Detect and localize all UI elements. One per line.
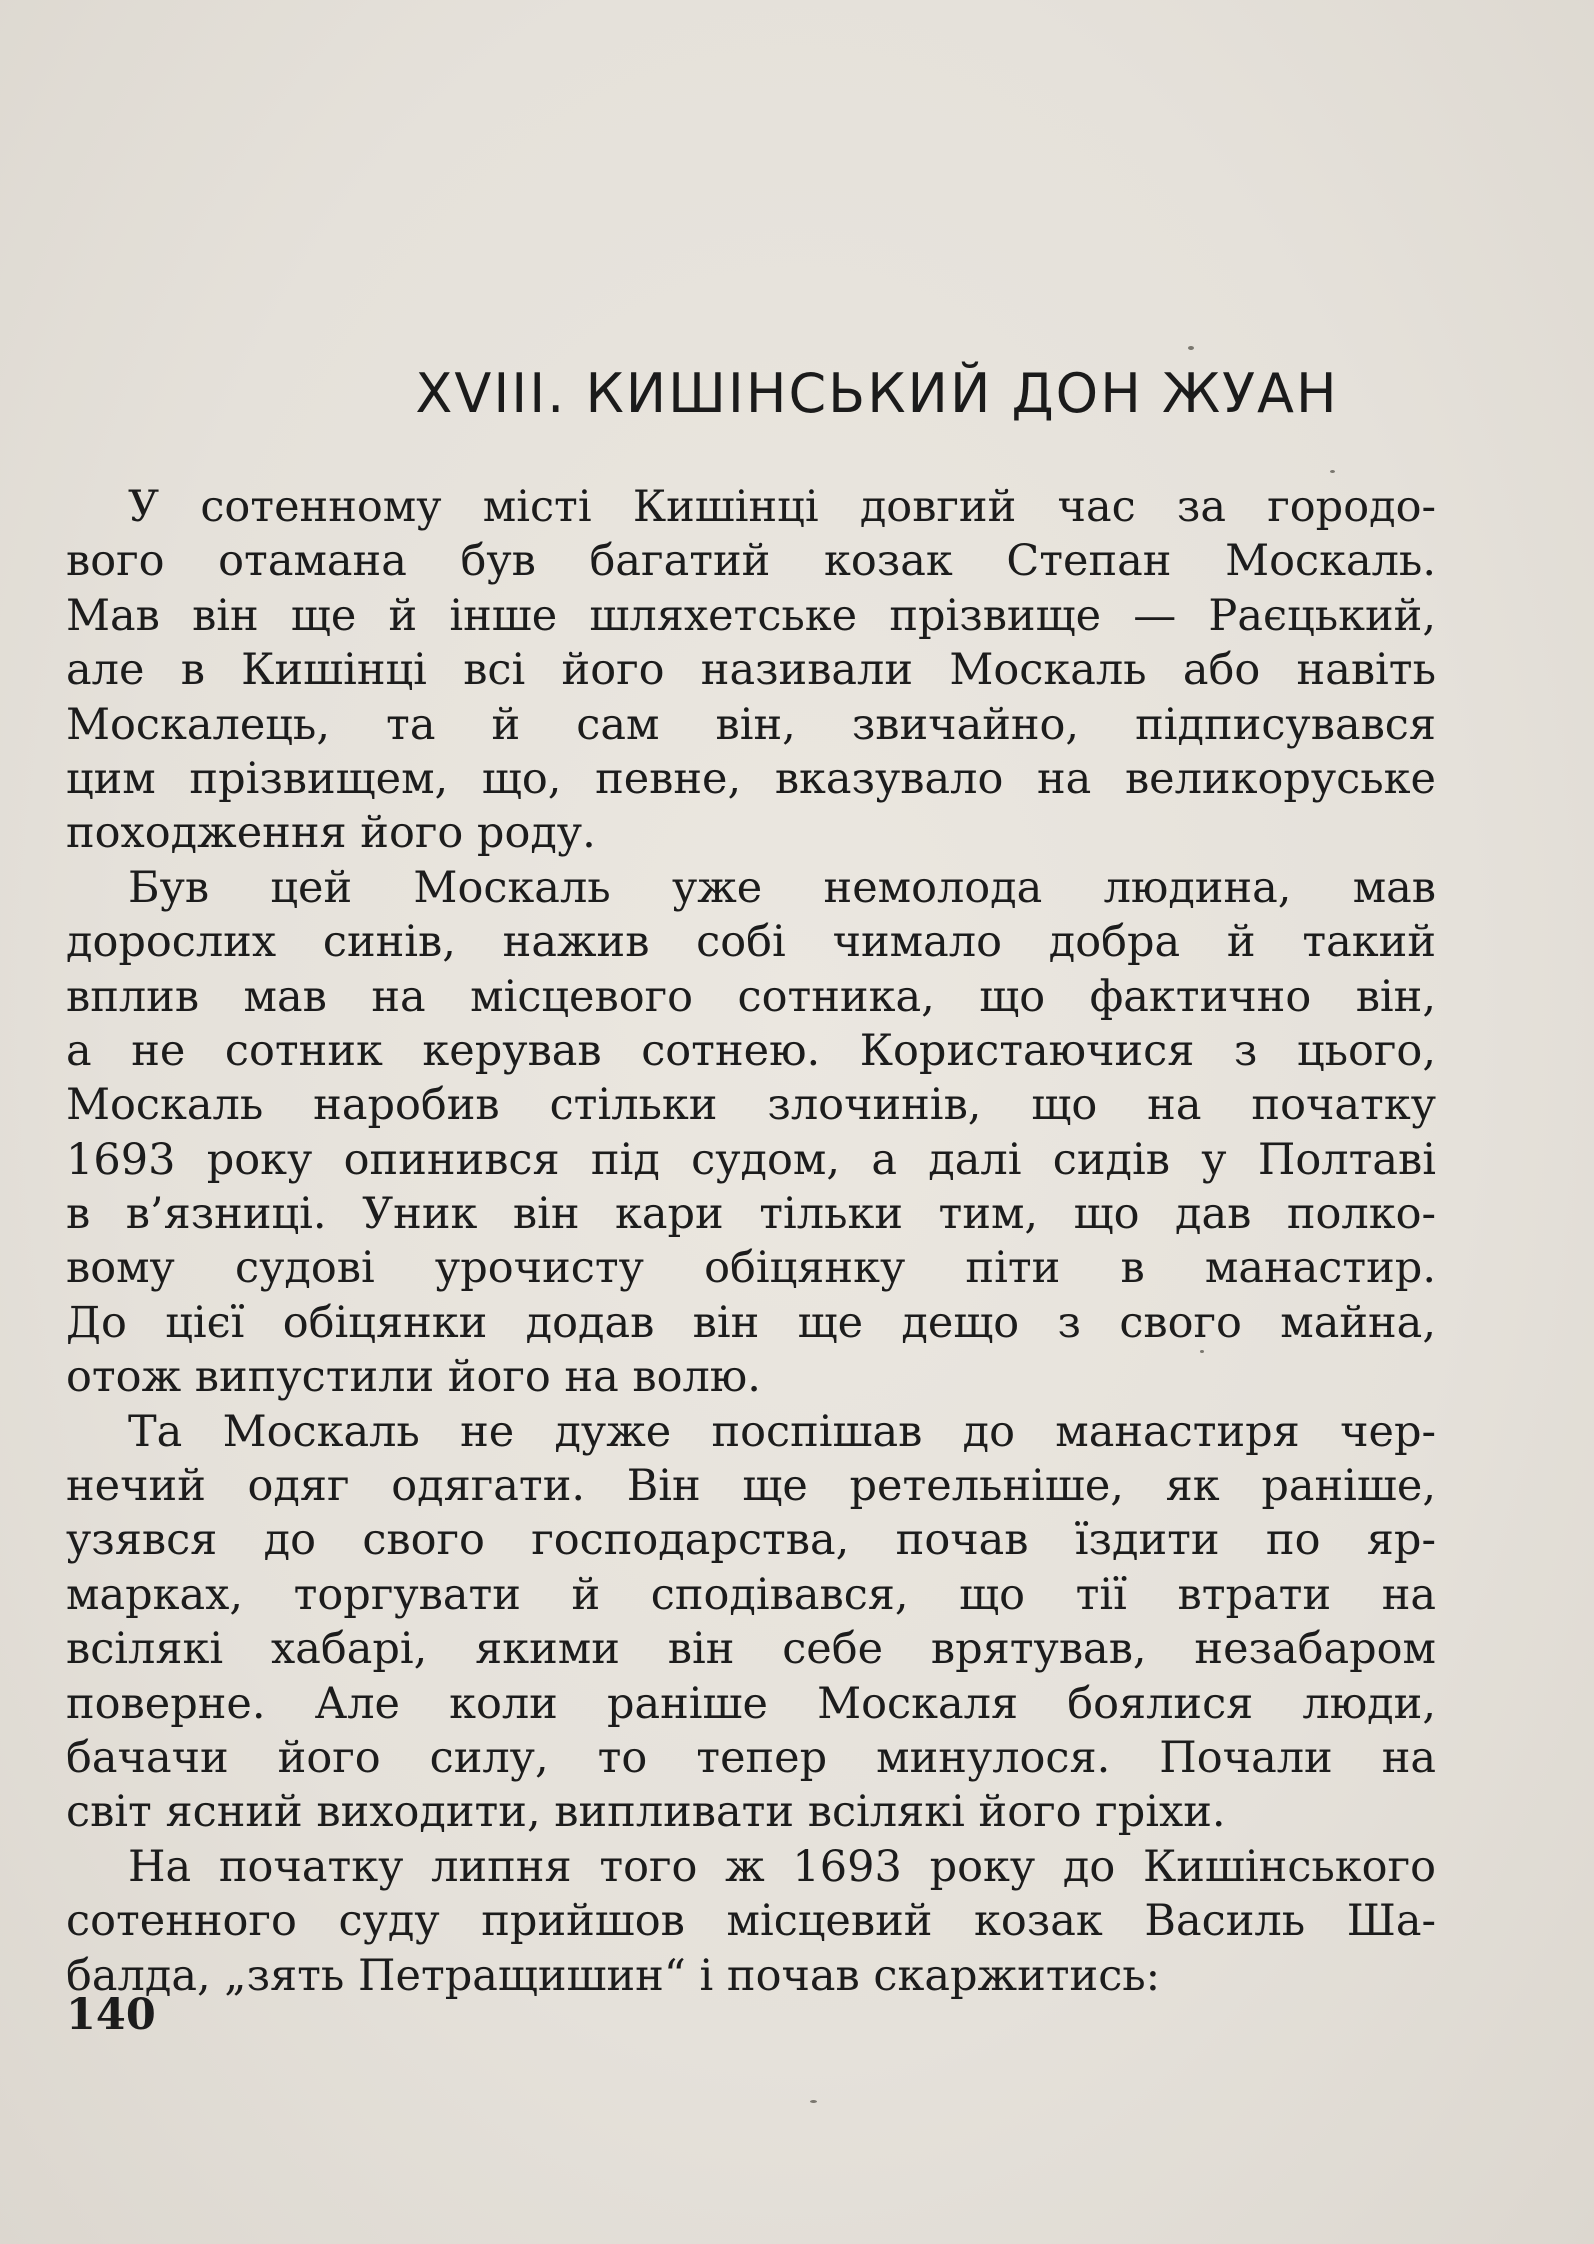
text-line: а не сотник керував сотнею. Користаючися з цього,: [66, 1025, 1436, 1076]
body-text: [66, 480, 1436, 2003]
print-speck: [1200, 1350, 1204, 1353]
text-line: балда, „зять Петращишин“ і почав скаржитись:: [66, 1950, 1161, 2001]
text-line: Був цей Москаль уже немолода людина, мав: [128, 862, 1436, 913]
text-line: нечий одяг одягати. Він ще ретельніше, як раніше,: [66, 1461, 1436, 1512]
text-line: У сотенному місті Кишінці довгий час за городо-: [128, 482, 1436, 532]
text-line: Москаль наробив стільки злочинів, що на початку: [66, 1080, 1436, 1131]
print-speck: [810, 2100, 817, 2103]
text-line: отож випустили його на волю.: [66, 1352, 761, 1403]
text-line: в в’язниці. Уник він кари тільки тим, що дав полко-: [66, 1189, 1436, 1240]
text-line: Мав він ще й інше шляхетське прізвище — Раєцький,: [66, 590, 1436, 641]
text-line: бачачи його силу, то тепер минулося. Почали на: [66, 1732, 1436, 1783]
text-line: вплив мав на місцевого сотника, що фактично він,: [66, 971, 1436, 1022]
text-line: 1693 року опинився під судом, а далі сидів у Полтаві: [66, 1134, 1436, 1185]
text-line: сотенного суду прийшов місцевий козак Василь Ша-: [66, 1896, 1436, 1947]
print-speck: [1188, 346, 1194, 350]
text-line: вому судові урочисту обіцянку піти в манастир.: [66, 1243, 1436, 1294]
text-line: дорослих синів, нажив собі чимало добра й такий: [66, 917, 1436, 968]
text-line: До цієї обіцянки додав він ще дещо з свого майна,: [66, 1297, 1436, 1348]
text-line: Та Москаль не дуже поспішав до манастиря чер-: [128, 1406, 1436, 1457]
text-line: цим прізвищем, що, певне, вказувало на великоруське: [66, 753, 1436, 804]
text-line: марках, торгувати й сподівався, що тії втрати на: [66, 1569, 1436, 1620]
text-line: узявся до свого господарства, почав їздити по яр-: [66, 1515, 1436, 1566]
text-line: всілякі хабарі, якими він себе врятував, незабаром: [66, 1624, 1436, 1675]
text-line: але в Кишінці всі його називали Москаль або навіть: [66, 645, 1436, 696]
text-line: Москалець, та й сам він, звичайно, підписувався: [66, 699, 1436, 750]
text-line: світ ясний виходити, випливати всілякі його гріхи.: [66, 1787, 1226, 1838]
text-line: походження його роду.: [66, 808, 596, 859]
print-speck: [1330, 470, 1335, 473]
text-line: вого отамана був багатий козак Степан Москаль.: [66, 536, 1436, 587]
text-line: поверне. Але коли раніше Москаля боялися люди,: [66, 1678, 1436, 1729]
page-number: 140: [66, 1990, 156, 2040]
chapter-title: XVIII. КИШІНСЬКИЙ ДОН ЖУАН: [415, 362, 1339, 425]
text-line: На початку липня того ж 1693 року до Кишінського: [128, 1841, 1436, 1892]
